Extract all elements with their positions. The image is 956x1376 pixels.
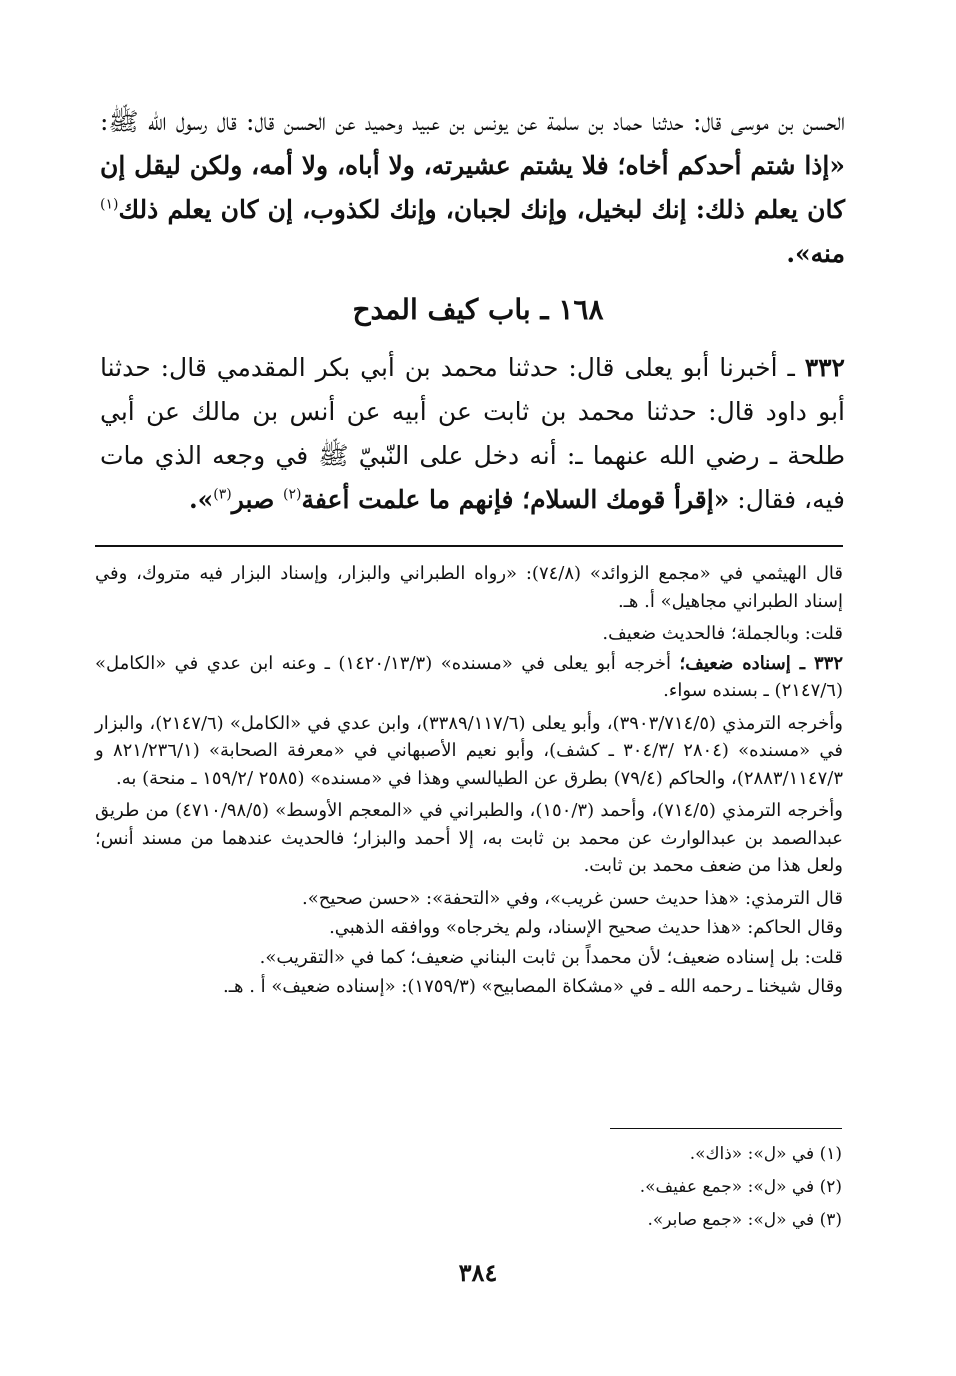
note-332-isnad <box>95 650 843 705</box>
chapter-title: ١٦٨ ـ باب كيف المدح <box>352 293 604 326</box>
footnote-ref-3[interactable]: (٣) <box>213 486 232 503</box>
hadith-prev-quote-end: منه». <box>786 239 845 268</box>
footnote-3: (٣) في «ل»: «جمع صابر». <box>647 1210 842 1230</box>
note-332-text: أخرجه أبو يعلى في «مسنده» (١٤٢٠/١٣/٣) ـ وعنه ابن عدي في «الكامل» (٢١٤٧/٦) ـ بسنده سواء. <box>95 652 843 701</box>
notes-separator <box>95 545 843 547</box>
hadith-332-quote-end: ». <box>188 485 214 514</box>
note-takhrij-2: وأخرجه الترمذي (٧١٤/٥)، وأحمد (١٥٠/٣)، والطبراني في «المعجم الأوسط» (٤٧١٠/٩٨/٥) من طريق عبدالصمد بن عبدالوارث عن محمد بن ثابت به، إلا أحمد والبزار؛ فالحديث عندهما من مسند أنس؛ ولعل هذا من ضعف محمد بن ثابت. <box>95 800 843 876</box>
note-author: قلت: بل إسناده ضعيف؛ لأن محمداً بن ثابت البناني ضعيف؛ كما في «التقريب». <box>259 946 843 968</box>
footnote-2: (٢) في «ل»: «جمع عفيف». <box>639 1177 842 1197</box>
note-haythami: قال الهيثمي في «مجمع الزوائد» (٧٤/٨): «رواه الطبراني والبزار، وإسناد البزار فيه متروك، وفي إسناد الطبراني مجاهيل» أ. هـ. <box>95 563 843 612</box>
note-shaykh: وقال شيخنا ـ رحمه الله ـ في «مشكاة المصابيح» (١٧٥٩/٣): «إسناده ضعيف» أ . هـ. <box>222 976 843 997</box>
footnotes-separator <box>610 1128 842 1129</box>
note-hakim: وقال الحاكم: «هذا حديث صحيح الإسناد، ولم يخرجاه» ووافقه الذهبي. <box>329 917 843 938</box>
commentary-notes <box>95 560 843 1003</box>
hadith-prev-paragraph <box>100 100 845 276</box>
note-conclusion: قلت: وبالجملة؛ فالحديث ضعيف. <box>602 623 843 644</box>
note-takhrij-1: وأخرجه الترمذي (٣٩٠٣/٧١٤/٥)، وأبو يعلى (٣٣٨٩/١١٧/٦)، وابن عدي في «الكامل» (٢١٤٧/٦)، والبزار في «مسنده» (٢٨٠٤ /٣٠٤/٣ ـ كشف)، وأبو نعيم الأصبهاني في «معرفة الصحابة» (٨٢١/٢٣٦/١ و ٢٨٨٣/١١٤٧/٣)، والحاكم (٧٩/٤) بطرق عن الطيالسي وهذا في «مسنده» (٢٥٨٥ /١٥٩/٢ ـ منحة) به. <box>95 712 844 789</box>
footnote-ref-2[interactable]: (٢) <box>283 486 302 503</box>
hadith-332-paragraph <box>100 346 845 522</box>
note-tirmidhi: قال الترمذي: «هذا حديث حسن غريب»، وفي «التحفة»: «حسن صحيح». <box>302 887 843 909</box>
footnotes <box>560 1138 842 1237</box>
hadith-prev-quote: «إذا شتم أحدكم أخاه؛ فلا يشتم عشيرته، ولا أباه، ولا أمه، ولكن ليقل إن كان يعلم ذلك: إنك لبخيل، وإنك لجبان، وإنك لكذوب، إن كان يعلم ذلك <box>100 151 845 224</box>
footnote-1: (١) في «ل»: «ذاك». <box>689 1144 842 1164</box>
hadith-number: ٣٣٢ <box>804 353 845 382</box>
hadith-332-quote: «إقرأ قومك السلام؛ فإنهم ما علمت أعفة <box>301 485 730 514</box>
page-number: ٣٨٤ <box>458 1258 498 1287</box>
note-332-heading: ٣٣٢ ـ إسناده ضعيف؛ <box>679 652 844 674</box>
hadith-332-quote-2: صبر <box>231 485 284 514</box>
footnote-ref-1[interactable]: (١) <box>100 196 119 213</box>
hadith-prev-text: الحسن بن موسى قال: حدثنا حماد بن سلمة عن يونس بن عبيد وحميد عن الحسن قال: قال رسول الله ﷺ: <box>100 107 845 136</box>
hadith-332-text: ـ أخبرنا أبو يعلى قال: حدثنا محمد بن أبي بكر المقدمي قال: حدثنا أبو داود قال: حدثنا محمد بن ثابت عن أبيه عن أنس بن مالك عن أبي طلحة ـ رضي الله عنهما ـ: أنه دخل على النّبيّ ﷺ في وجعه الذي مات فيه، فقال: <box>100 353 845 514</box>
